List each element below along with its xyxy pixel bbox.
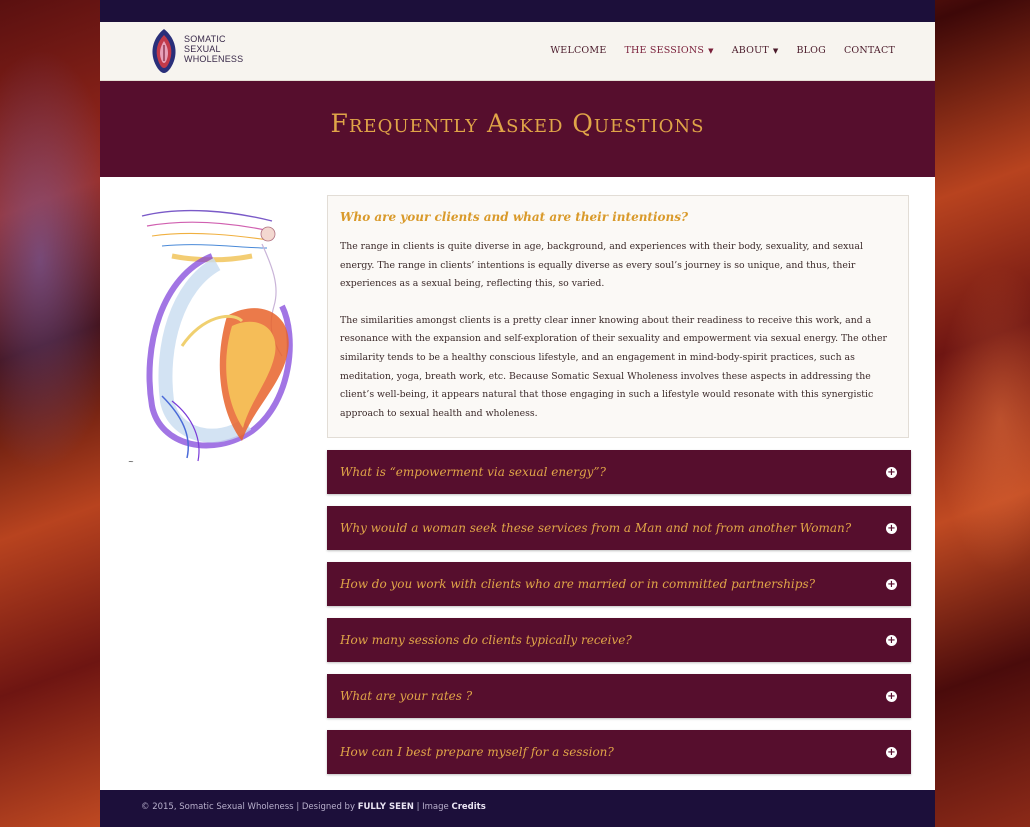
faq-open-answer: [340, 238, 896, 423]
faq-toggle-rates[interactable]: [327, 674, 911, 718]
faq-toggle-man-not-woman[interactable]: [327, 506, 911, 550]
site-footer: [100, 790, 935, 827]
nav-contact[interactable]: [844, 45, 895, 56]
faq-item-open: [327, 195, 909, 438]
nav-the-sessions-label: THE SESSIONS: [624, 45, 705, 56]
footer-separator: | Image: [413, 802, 452, 812]
faq-question: How many sessions do clients typically receive?: [340, 633, 632, 647]
site-header: [100, 22, 935, 81]
faq-toggle-married-clients[interactable]: [327, 562, 911, 606]
footer-copyright: © 2015, Somatic Sexual Wholeness | Designed by: [141, 802, 358, 812]
faq-question: Why would a woman seek these services from a Man and not from another Woman?: [340, 521, 852, 535]
faq-toggle-session-count[interactable]: [327, 618, 911, 662]
goddess-artwork: [122, 196, 302, 474]
faq-question: How do you work with clients who are married or in committed partnerships?: [340, 577, 816, 591]
nav-blog-label: BLOG: [796, 45, 826, 56]
nav-welcome-label: WELCOME: [550, 45, 607, 56]
top-bar: [100, 0, 935, 22]
page-banner: [100, 81, 935, 177]
plus-circle-icon[interactable]: +: [887, 466, 896, 478]
chevron-down-icon: ▼: [772, 47, 779, 55]
faq-question: What is “empowerment via sexual energy”?: [340, 465, 606, 479]
plus-circle-icon[interactable]: +: [887, 634, 896, 646]
logo-icon[interactable]: [148, 27, 180, 75]
logo-text[interactable]: [184, 34, 243, 64]
logo-line-1: SOMATIC: [184, 34, 226, 44]
faq-open-question[interactable]: Who are your clients and what are their intentions?: [340, 210, 689, 224]
logo-line-3: WHOLENESS: [184, 54, 244, 64]
page-title: Frequently Asked Questions: [330, 109, 705, 138]
plus-circle-icon[interactable]: +: [887, 746, 896, 758]
logo-line-2: SEXUAL: [184, 44, 221, 54]
answer-paragraph-2: The similarities amongst clients is a pretty clear inner knowing about their readiness to receive this work, and a resonance with the expansion and self-exploration of their sexuality and empowerment via sexual energy. The other similarity tends to be a healthy conscious lifestyle, and an engagement in mind-body-spirit practices, such as meditation, yoga, breath work, etc. Because Somatic Sexual Wholeness involves these aspects in addressing the client’s well-being, it appears natural that those engaging in such a lifestyle would resonate with this synergistic approach to sexual health and wholeness.: [340, 314, 887, 419]
chevron-down-icon: ▼: [708, 47, 714, 55]
main-nav: [550, 45, 895, 56]
nav-contact-label: CONTACT: [843, 45, 895, 56]
faq-toggle-prepare[interactable]: [327, 730, 911, 774]
faq-question: How can I best prepare myself for a session?: [340, 745, 614, 759]
faq-accordion: [327, 195, 911, 774]
nav-welcome[interactable]: [550, 45, 606, 56]
plus-circle-icon[interactable]: +: [887, 578, 896, 590]
footer-credits-link[interactable]: Credits: [451, 802, 486, 812]
nav-blog[interactable]: [796, 45, 825, 56]
plus-circle-icon[interactable]: +: [887, 690, 896, 702]
nav-the-sessions[interactable]: [624, 45, 713, 56]
nav-about-label: ABOUT: [731, 45, 769, 56]
faq-question: What are your rates ?: [340, 689, 473, 703]
plus-circle-icon[interactable]: +: [887, 522, 896, 534]
svg-text:~: ~: [128, 458, 134, 466]
page: [100, 22, 935, 827]
faq-toggle-empowerment[interactable]: [327, 450, 911, 494]
nav-about[interactable]: [732, 45, 779, 56]
answer-paragraph-1: The range in clients is quite diverse in age, background, and experiences with their body, sexuality, and sexual energy. The range in clients’ intentions is equally diverse as every soul’s journey is so unique, and thus, their experiences as a sexual being, reflecting this, so varied.: [340, 241, 863, 290]
footer-text: [141, 802, 486, 812]
footer-designer-link[interactable]: FULLY SEEN: [357, 802, 414, 812]
